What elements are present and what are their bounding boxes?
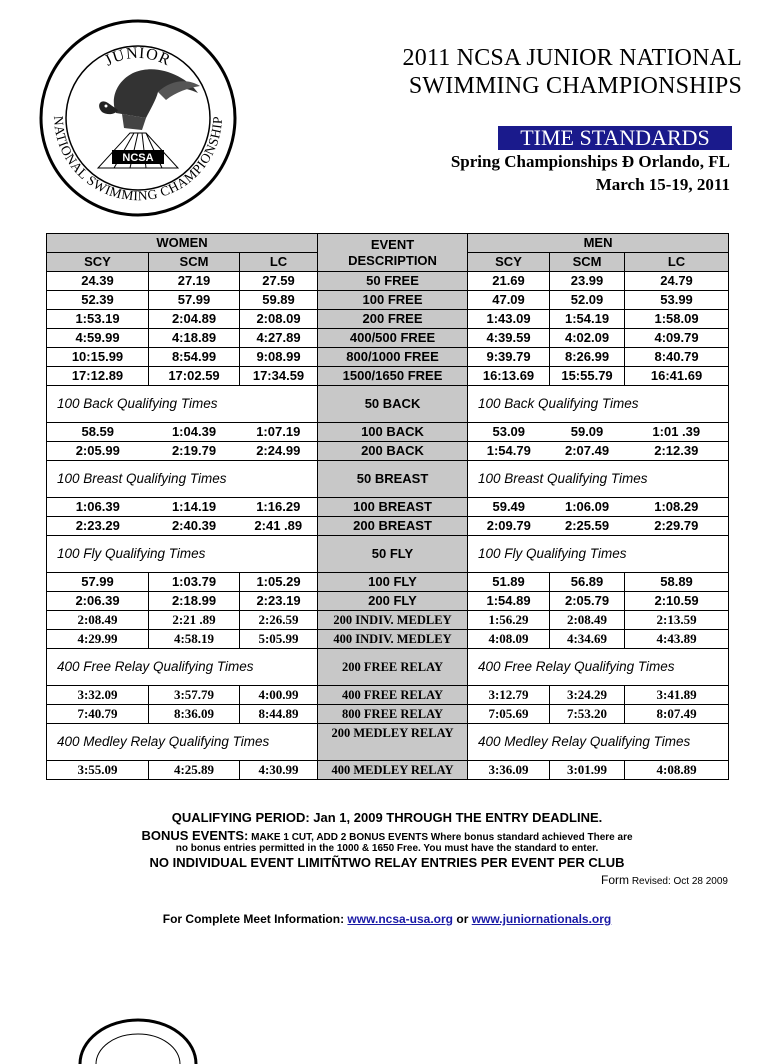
table-row — [47, 291, 729, 310]
event-cell: 200 FLY — [318, 592, 468, 611]
logo-ring-text: NATIONAL SWIMMING CHAMPIONSHIP — [50, 115, 226, 204]
men-lc-time: 1:08.29 — [625, 498, 729, 517]
men-scm-time: 3:01.99 — [550, 761, 625, 780]
women-lc-time: 5:05.99 — [240, 630, 318, 649]
women-scy-time: 1:53.19 — [47, 310, 149, 329]
women-lc-time: 1:16.29 — [240, 498, 318, 517]
men-scm-time: 3:24.29 — [550, 686, 625, 705]
women-scm-time: 4:58.19 — [149, 630, 240, 649]
men-lc-time: 53.99 — [625, 291, 729, 310]
men-scy-time: 1:54.79 — [468, 442, 550, 461]
women-scm-time: 2:04.89 — [149, 310, 240, 329]
men-scm-time: 7:53.20 — [550, 705, 625, 724]
women-lc-time: 27.59 — [240, 272, 318, 291]
men-qualifying-note: 100 Back Qualifying Times — [468, 386, 729, 423]
event-cell: 800/1000 FREE — [318, 348, 468, 367]
women-lc-time: 2:08.09 — [240, 310, 318, 329]
women-scy-time: 2:08.49 — [47, 611, 149, 630]
women-qualifying-note: 100 Back Qualifying Times — [47, 386, 318, 423]
logo-top-text: JUNIOR — [102, 44, 174, 70]
bottom-logo-partial — [78, 1004, 198, 1064]
women-scy-time: 52.39 — [47, 291, 149, 310]
event-cell: 200 BREAST — [318, 517, 468, 536]
women-scy-time: 7:40.79 — [47, 705, 149, 724]
table-row — [47, 761, 729, 780]
women-scy-time: 2:06.39 — [47, 592, 149, 611]
ncsa-junior-nationals-logo — [38, 18, 238, 218]
event-cell: 50 FREE — [318, 272, 468, 291]
men-lc-time: 24.79 — [625, 272, 729, 291]
women-scm-time: 1:14.19 — [149, 498, 240, 517]
men-header: MEN — [468, 234, 729, 253]
women-lc-time: 17:34.59 — [240, 367, 318, 386]
women-scm-time: 2:21 .89 — [149, 611, 240, 630]
women-scy-time: 17:12.89 — [47, 367, 149, 386]
men-scm-time: 2:25.59 — [550, 517, 625, 536]
event-cell: 100 BACK — [318, 423, 468, 442]
table-row — [47, 348, 729, 367]
women-lc-time: 2:41 .89 — [240, 517, 318, 536]
men-scy-time: 4:39.59 — [468, 329, 550, 348]
women-scm-time: 17:02.59 — [149, 367, 240, 386]
men-lc-time: 2:10.59 — [625, 592, 729, 611]
table-row — [47, 329, 729, 348]
women-lc-time: 1:07.19 — [240, 423, 318, 442]
women-scy-time: 2:23.29 — [47, 517, 149, 536]
page-title — [360, 44, 742, 100]
title-line-2: SWIMMING CHAMPIONSHIPS — [408, 73, 742, 99]
table-row — [47, 423, 729, 442]
men-scy-time: 59.49 — [468, 498, 550, 517]
men-scy-time: 3:36.09 — [468, 761, 550, 780]
men-lc-time: 3:41.89 — [625, 686, 729, 705]
event-cell: 50 BREAST — [318, 461, 468, 498]
time-standards-table — [46, 233, 729, 780]
men-lc-time: 2:29.79 — [625, 517, 729, 536]
event-cell: 400 MEDLEY RELAY — [318, 761, 468, 780]
men-scy-time: 21.69 — [468, 272, 550, 291]
women-scm-time: 4:25.89 — [149, 761, 240, 780]
men-scm-time: 2:05.79 — [550, 592, 625, 611]
men-lc-time: 58.89 — [625, 573, 729, 592]
women-scm-time: 57.99 — [149, 291, 240, 310]
women-scy-time: 3:55.09 — [47, 761, 149, 780]
women-scy-time: 10:15.99 — [47, 348, 149, 367]
men-lc-header: LC — [625, 253, 729, 272]
table-row — [47, 686, 729, 705]
men-qualifying-note: 100 Fly Qualifying Times — [468, 536, 729, 573]
event-cell: 100 BREAST — [318, 498, 468, 517]
women-scm-time: 8:54.99 — [149, 348, 240, 367]
women-qualifying-note: 100 Fly Qualifying Times — [47, 536, 318, 573]
men-scy-time: 7:05.69 — [468, 705, 550, 724]
men-scm-time: 8:26.99 — [550, 348, 625, 367]
table-row — [47, 573, 729, 592]
logo-center-text: NCSA — [122, 152, 154, 164]
women-lc-time: 9:08.99 — [240, 348, 318, 367]
women-scm-header: SCM — [149, 253, 240, 272]
women-scm-time: 2:18.99 — [149, 592, 240, 611]
women-scy-time: 3:32.09 — [47, 686, 149, 705]
women-scm-time: 1:03.79 — [149, 573, 240, 592]
men-qualifying-note: 100 Breast Qualifying Times — [468, 461, 729, 498]
time-standards-badge: TIME STANDARDS — [498, 126, 732, 150]
men-scm-time: 23.99 — [550, 272, 625, 291]
form-label: Form — [601, 873, 630, 887]
men-scm-time: 56.89 — [550, 573, 625, 592]
men-lc-time: 4:08.89 — [625, 761, 729, 780]
men-scm-time: 15:55.79 — [550, 367, 625, 386]
men-lc-time: 4:43.89 — [625, 630, 729, 649]
men-lc-time: 4:09.79 — [625, 329, 729, 348]
bonus-events-text-2: no bonus entries permitted in the 1000 & 1650 Free. You must have the standard to enter. — [175, 843, 599, 854]
men-lc-time: 2:12.39 — [625, 442, 729, 461]
women-scy-time: 4:59.99 — [47, 329, 149, 348]
subtitle-location: Spring Championships Ð Orlando, FL — [450, 152, 730, 171]
table-row — [47, 611, 729, 630]
women-lc-time: 8:44.89 — [240, 705, 318, 724]
men-scm-header: SCM — [550, 253, 625, 272]
title-line-1: 2011 NCSA JUNIOR NATIONAL — [402, 45, 742, 71]
men-lc-time: 1:58.09 — [625, 310, 729, 329]
women-scy-time: 58.59 — [47, 423, 149, 442]
table-row — [47, 272, 729, 291]
women-scm-time: 27.19 — [149, 272, 240, 291]
table-row — [47, 705, 729, 724]
men-qualifying-note: 400 Medley Relay Qualifying Times — [468, 724, 729, 761]
men-scy-time: 9:39.79 — [468, 348, 550, 367]
women-qualifying-note: 100 Breast Qualifying Times — [47, 461, 318, 498]
event-header-line-2: DESCRIPTION — [348, 252, 437, 268]
juniornationals-link[interactable]: www.juniornationals.org — [471, 912, 612, 926]
women-scm-time: 4:18.89 — [149, 329, 240, 348]
table-row — [47, 442, 729, 461]
men-scy-time: 16:13.69 — [468, 367, 550, 386]
women-header: WOMEN — [47, 234, 318, 253]
men-scy-time: 51.89 — [468, 573, 550, 592]
women-lc-time: 4:00.99 — [240, 686, 318, 705]
men-scy-header: SCY — [468, 253, 550, 272]
women-qualifying-note: 400 Medley Relay Qualifying Times — [47, 724, 318, 761]
women-scy-time: 4:29.99 — [47, 630, 149, 649]
event-cell: 200 FREE RELAY — [318, 649, 468, 686]
men-scy-time: 4:08.09 — [468, 630, 550, 649]
event-cell: 50 FLY — [318, 536, 468, 573]
men-lc-time: 8:07.49 — [625, 705, 729, 724]
men-scy-time: 1:43.09 — [468, 310, 550, 329]
women-scy-time: 2:05.99 — [47, 442, 149, 461]
men-scy-time: 1:54.89 — [468, 592, 550, 611]
qualifying-row — [47, 649, 729, 686]
qualifying-period: QUALIFYING PERIOD: Jan 1, 2009 THROUGH THE ENTRY DEADLINE. — [171, 810, 603, 825]
women-lc-header: LC — [240, 253, 318, 272]
bonus-events-text: MAKE 1 CUT, ADD 2 BONUS EVENTS Where bonus standard achieved There are — [248, 832, 633, 843]
women-scy-time: 1:06.39 — [47, 498, 149, 517]
women-qualifying-note: 400 Free Relay Qualifying Times — [47, 649, 318, 686]
bonus-events-label: BONUS EVENTS: — [141, 828, 249, 843]
women-lc-time: 1:05.29 — [240, 573, 318, 592]
women-scy-header: SCY — [47, 253, 149, 272]
women-scy-time: 24.39 — [47, 272, 149, 291]
women-scm-time: 3:57.79 — [149, 686, 240, 705]
men-scy-time: 47.09 — [468, 291, 550, 310]
event-cell: 200 FREE — [318, 310, 468, 329]
men-scm-time: 1:06.09 — [550, 498, 625, 517]
men-lc-time: 2:13.59 — [625, 611, 729, 630]
women-scm-time: 8:36.09 — [149, 705, 240, 724]
event-cell: 200 MEDLEY RELAY — [318, 724, 468, 761]
or-text: or — [456, 912, 469, 926]
event-cell: 100 FREE — [318, 291, 468, 310]
men-scm-time: 4:34.69 — [550, 630, 625, 649]
event-cell: 800 FREE RELAY — [318, 705, 468, 724]
event-cell: 400 INDIV. MEDLEY — [318, 630, 468, 649]
women-scm-time: 2:19.79 — [149, 442, 240, 461]
subtitle-dates: March 15-19, 2011 — [595, 175, 730, 194]
no-individual-event-limit: NO INDIVIDUAL EVENT LIMITÑTWO RELAY ENTRIES PER EVENT PER CLUB — [149, 855, 625, 870]
event-cell: 200 BACK — [318, 442, 468, 461]
qualifying-row — [47, 536, 729, 573]
event-cell: 200 INDIV. MEDLEY — [318, 611, 468, 630]
event-cell: 50 BACK — [318, 386, 468, 423]
event-cell: 1500/1650 FREE — [318, 367, 468, 386]
meet-info — [46, 912, 728, 926]
revised-date: Revised: Oct 28 2009 — [629, 876, 728, 887]
men-scm-time: 59.09 — [550, 423, 625, 442]
women-scm-time: 1:04.39 — [149, 423, 240, 442]
women-lc-time: 2:26.59 — [240, 611, 318, 630]
table-row — [47, 367, 729, 386]
women-lc-time: 2:24.99 — [240, 442, 318, 461]
men-scm-time: 4:02.09 — [550, 329, 625, 348]
men-scy-time: 1:56.29 — [468, 611, 550, 630]
women-lc-time: 59.89 — [240, 291, 318, 310]
table-row — [47, 310, 729, 329]
form-revised — [601, 873, 728, 887]
event-cell: 100 FLY — [318, 573, 468, 592]
men-scm-time: 2:08.49 — [550, 611, 625, 630]
women-lc-time: 4:30.99 — [240, 761, 318, 780]
table-row — [47, 517, 729, 536]
event-cell: 400 FREE RELAY — [318, 686, 468, 705]
men-scm-time: 2:07.49 — [550, 442, 625, 461]
table-row — [47, 498, 729, 517]
men-lc-time: 16:41.69 — [625, 367, 729, 386]
ncsa-link[interactable]: www.ncsa-usa.org — [347, 912, 454, 926]
event-cell: 400/500 FREE — [318, 329, 468, 348]
men-qualifying-note: 400 Free Relay Qualifying Times — [468, 649, 729, 686]
men-scy-time: 53.09 — [468, 423, 550, 442]
qualifying-row — [47, 461, 729, 498]
women-lc-time: 4:27.89 — [240, 329, 318, 348]
men-scy-time: 2:09.79 — [468, 517, 550, 536]
men-scm-time: 1:54.19 — [550, 310, 625, 329]
meet-info-label: For Complete Meet Information: — [162, 912, 345, 926]
men-lc-time: 8:40.79 — [625, 348, 729, 367]
table-row — [47, 630, 729, 649]
event-description-header — [318, 234, 468, 272]
qualifying-row — [47, 386, 729, 423]
women-scm-time: 2:40.39 — [149, 517, 240, 536]
women-scy-time: 57.99 — [47, 573, 149, 592]
table-row — [47, 592, 729, 611]
women-lc-time: 2:23.19 — [240, 592, 318, 611]
men-scy-time: 3:12.79 — [468, 686, 550, 705]
men-lc-time: 1:01 .39 — [625, 423, 729, 442]
event-header-line-1: EVENT — [370, 236, 415, 252]
men-scm-time: 52.09 — [550, 291, 625, 310]
qualifying-row — [47, 724, 729, 761]
